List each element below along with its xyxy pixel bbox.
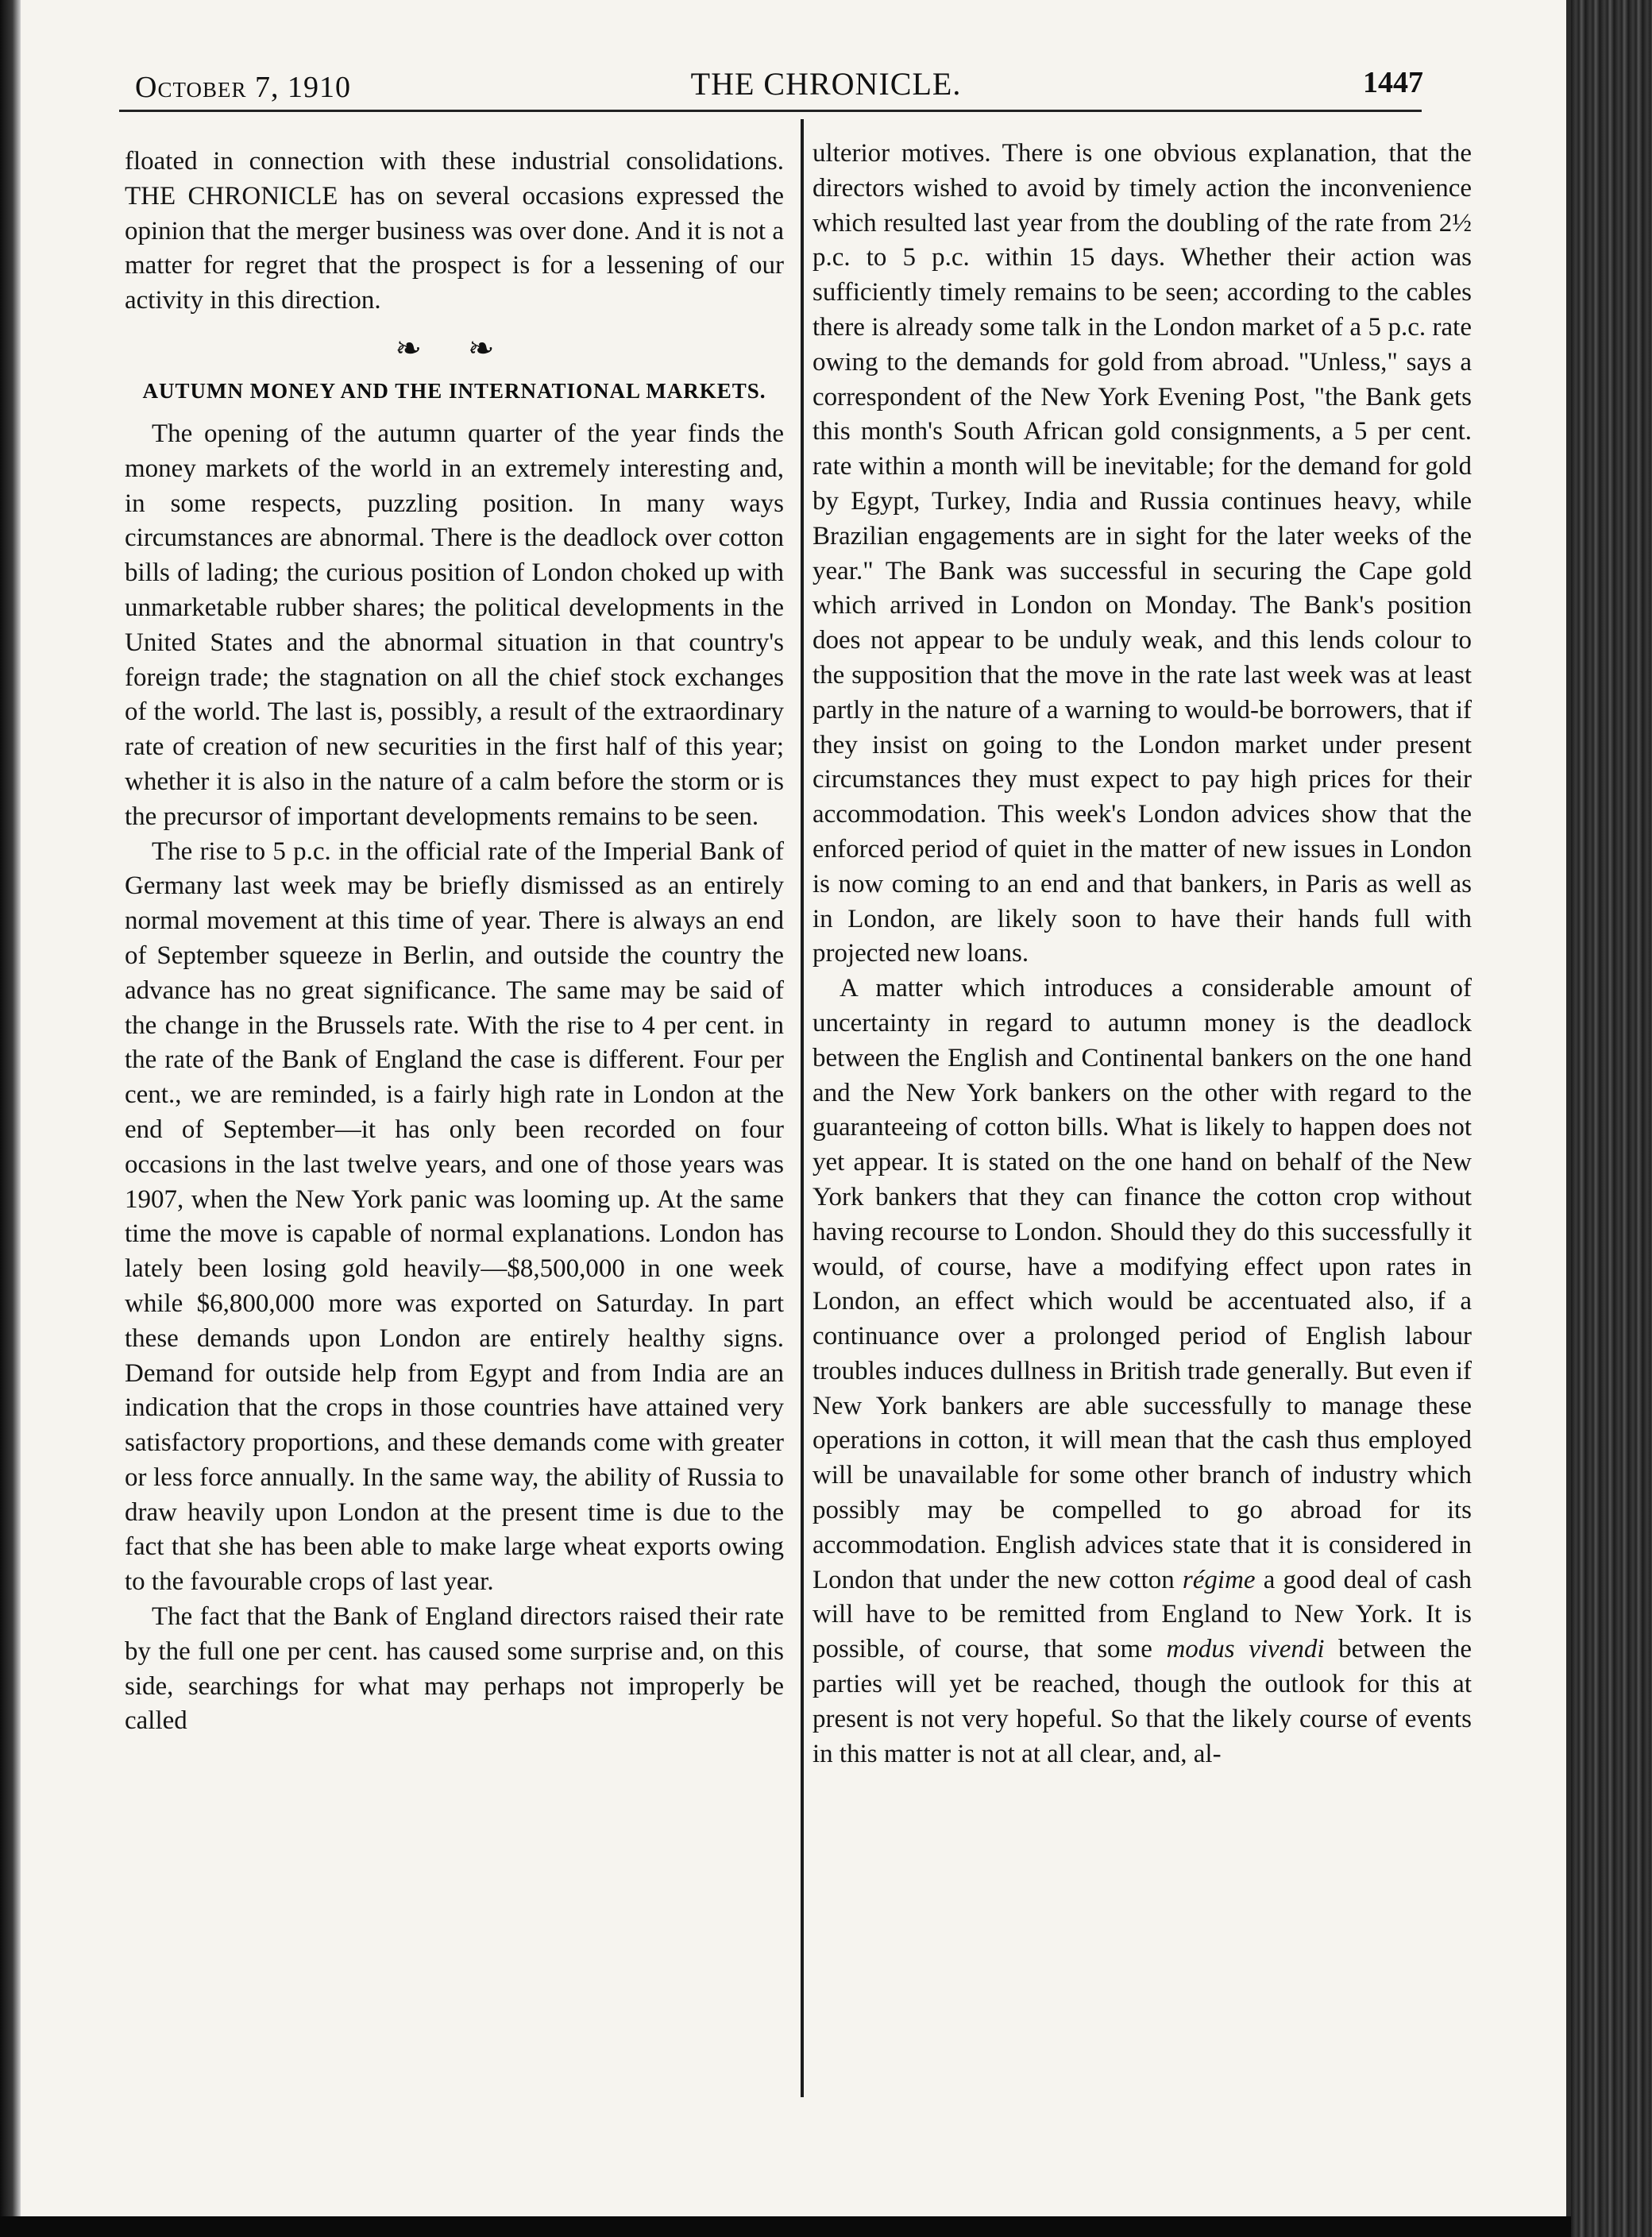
header-rule xyxy=(119,110,1422,112)
page-number: 1447 xyxy=(1363,66,1423,99)
text-run: A matter which introduces a considerable amount of uncertainty in regard to autumn money is the deadlock between the English and Continental bankers on the one hand and the New York bankers on the other with regard to the guaranteeing of cotton bills. What is likely to happen does not yet appear. It is stated on the one hand on behalf of the New York bankers that they can finance the cotton crop without having recourse to London. Should they do this successfully it would, of course, have a modifying effect upon rates in London, an effect which would be accentuated also, if a continuance over a prolonged period of English labour troubles induces dullness in British trade generally. But even if New York bankers are able successfully to manage these operations in cotton, it will mean that the cash thus employed will be unavailable for some other branch of industry which possibly may be compelled to go abroad for its accommodation. English advices state that it is considered in London that under the new cotton xyxy=(812,974,1473,1594)
text-run: between the parties will yet be reached, though the outlook for this at present is not very hopeful. So that the likely course of events in this matter is not at all clear, and, al- xyxy=(812,1635,1472,1768)
section-heading: AUTUMN MONEY AND THE INTERNATIONAL MARKETS. xyxy=(142,378,766,403)
left-column xyxy=(125,145,784,1739)
paragraph: The fact that the Bank of England directors raised their rate by the full one per cent. has caused some surprise and, on this side, searchings for what may perhaps not improperly be called xyxy=(125,1602,784,1736)
paragraph xyxy=(812,972,1472,1771)
header-date: October 7, 1910 xyxy=(135,71,351,104)
paragraph: The opening of the autumn quarter of the year finds the money markets of the world in an extremely interesting and, in some respects, puzzling position. In many ways circumstances are abnormal. There is the deadlock over cotton bills of lading; the curious position of London choked up with unmarketable rubber shares; the political developments in the United States and the abnormal situation in that country's foreign trade; the stagnation on all the chief stock exchanges of the world. The last is, possibly, a result of the extraordinary rate of creation of new securities in the first half of this year; whether it is also in the nature of a calm before the storm or is the precursor of important developments remains to be seen. xyxy=(125,419,784,831)
column-divider xyxy=(801,119,804,2097)
right-column xyxy=(812,137,1472,1771)
text-run: a good deal of cash will have to be remitted from England to New York. It is possible, of course, that some xyxy=(812,1565,1472,1664)
intro-paragraph: floated in connection with these industrial consolidations. THE CHRONICLE has on several occasions expressed the opinion that the merger business was over done. And it is not a matter for regret that the prospect is for a lessening of our activity in this direction. xyxy=(125,147,784,315)
scan-bottom-border xyxy=(0,2216,1571,2237)
paragraph: The rise to 5 p.c. in the official rate of the Imperial Bank of Germany last week may be briefly dismissed as an entirely normal movement at this time of year. There is always an end of September squeeze in Berlin, and outside the country the advance has no great significance. The same may be said of the change in the Brussels rate. With the rise to 4 per cent. in the rate of the Bank of England the case is different. Four per cent., we are reminded, is a fairly high rate in London at the end of September—it has only been recorded on four occasions in the last twelve years, and one of those years was 1907, when the New York panic was looming up. At the same time the move is capable of normal explanations. London has lately been losing gold heavily—$8,500,000 in one week while $6,800,000 more was exported on Saturday. In part these demands upon London are entirely healthy signs. Demand for outside help from Egypt and from India are an indication that the crops in those countries have attained very satisfactory proportions, and these demands come with greater or less force annually. In the same way, the ability of Russia to draw heavily upon London at the present time is due to the fact that she has been able to make large wheat exports owing to the favourable crops of last year. xyxy=(125,836,784,1597)
publication-title: THE CHRONICLE. xyxy=(690,66,962,102)
italic-term: modus vivendi xyxy=(1166,1635,1325,1664)
book-spine xyxy=(1571,0,1652,2237)
page-left-edge-shadow xyxy=(0,0,21,2224)
ornament-fleurons: ❧ ❧ xyxy=(395,330,514,366)
italic-term: régime xyxy=(1182,1565,1256,1594)
paragraph: ulterior motives. There is one obvious explanation, that the directors wished to avoid by timely action the inconvenience which resulted last year from the doubling of the rate from 2½ p.c. to 5 p.c. within 15 days. Whether their action was sufficiently timely remains to be seen; according to the cables there is already some talk in the London market of a 5 p.c. rate owing to the demands for gold from abroad. "Unless," says a correspondent of the New York Evening Post, "the Bank gets this month's South African gold consignments, a 5 per cent. rate within a month will be inevitable; for the demand for gold by Egypt, Turkey, India and Russia continues heavy, while Brazilian engagements are in sight for the later weeks of the year." The Bank was successful in securing the Cape gold which arrived in London on Monday. The Bank's position does not appear to be unduly weak, and this lends colour to the supposition that the move in the rate last week was at least partly in the nature of a warning to would-be borrowers, that if they insist on going to the London market under present circumstances they must expect to pay high prices for their accommodation. This week's London advices show that the enforced period of quiet in the matter of new issues in London is now coming to an end and that bankers, in Paris as well as in London, are likely soon to have their hands full with projected new loans. xyxy=(812,139,1472,968)
